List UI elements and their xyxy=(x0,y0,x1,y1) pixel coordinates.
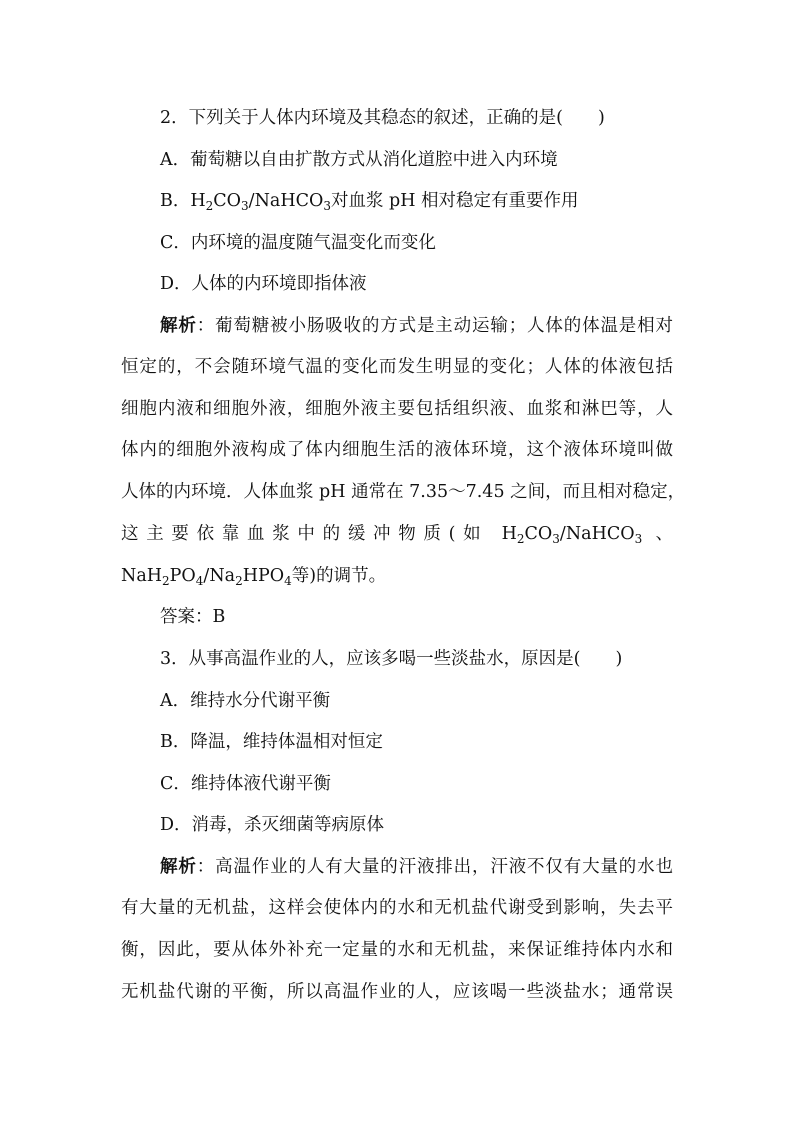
question-2-option-a: A．葡萄糖以自由扩散方式从消化道腔中进入内环境 xyxy=(160,150,558,170)
question-2-stem: 2．下列关于人体内环境及其稳态的叙述，正确的是( ) xyxy=(160,108,605,128)
question-2-analysis-line-6: 这主要依靠血浆中的缓冲物质(如 $H_2CO_3/NaHCO_3$ 、 xyxy=(121,524,673,546)
question-3-option-b: B．降温，维持体温相对恒定 xyxy=(160,732,383,752)
question-3-analysis-line-1: 解析：高温作业的人有大量的汗液排出，汗液不仅有大量的水也 xyxy=(160,857,674,877)
question-2-answer: 答案：B xyxy=(160,607,226,627)
question-2-option-d: D．人体的内环境即指体液 xyxy=(160,274,367,294)
question-3-analysis-line-2: 有大量的无机盐，这样会使体内的水和无机盐代谢受到影响，失去平 xyxy=(121,898,673,918)
analysis-label: 解析 xyxy=(160,857,197,877)
question-3-option-a: A．维持水分代谢平衡 xyxy=(160,691,331,711)
question-2-analysis-line-5: 人体的内环境．人体血浆 pH 通常在 7.35～7.45 之间，而且相对稳定， xyxy=(121,482,686,502)
question-2-option-c: C．内环境的温度随气温变化而变化 xyxy=(160,233,436,253)
question-2-analysis-line-4: 体内的细胞外液构成了体内细胞生活的液体环境，这个液体环境叫做 xyxy=(121,440,673,460)
question-3-analysis-line-4: 无机盐代谢的平衡，所以高温作业的人，应该喝一些淡盐水；通常误 xyxy=(121,982,673,1002)
question-2-option-b: B．$H_2CO_3/NaHCO_3$对血浆 pH 相对稳定有重要作用 xyxy=(160,191,579,213)
question-2-analysis-line-2: 恒定的，不会随环境气温的变化而发生明显的变化；人体的体液包括 xyxy=(121,357,673,377)
analysis-label: 解析 xyxy=(160,316,197,336)
question-2-analysis-line-3: 细胞内液和细胞外液，细胞外液主要包括组织液、血浆和淋巴等，人 xyxy=(121,399,673,419)
question-3-option-d: D．消毒，杀灭细菌等病原体 xyxy=(160,815,385,835)
question-2-analysis-line-1: 解析：葡萄糖被小肠吸收的方式是主动运输；人体的体温是相对 xyxy=(160,316,674,336)
question-3-option-c: C．维持体液代谢平衡 xyxy=(160,774,331,794)
question-3-analysis-line-3: 衡，因此，要从体外补充一定量的水和无机盐，来保证维持体内水和 xyxy=(121,940,673,960)
question-3-stem: 3．从事高温作业的人，应该多喝一些淡盐水，原因是( ) xyxy=(160,649,623,669)
question-2-analysis-line-7: $NaH_2PO_4/Na_2HPO_4$等)的调节。 xyxy=(121,566,387,588)
